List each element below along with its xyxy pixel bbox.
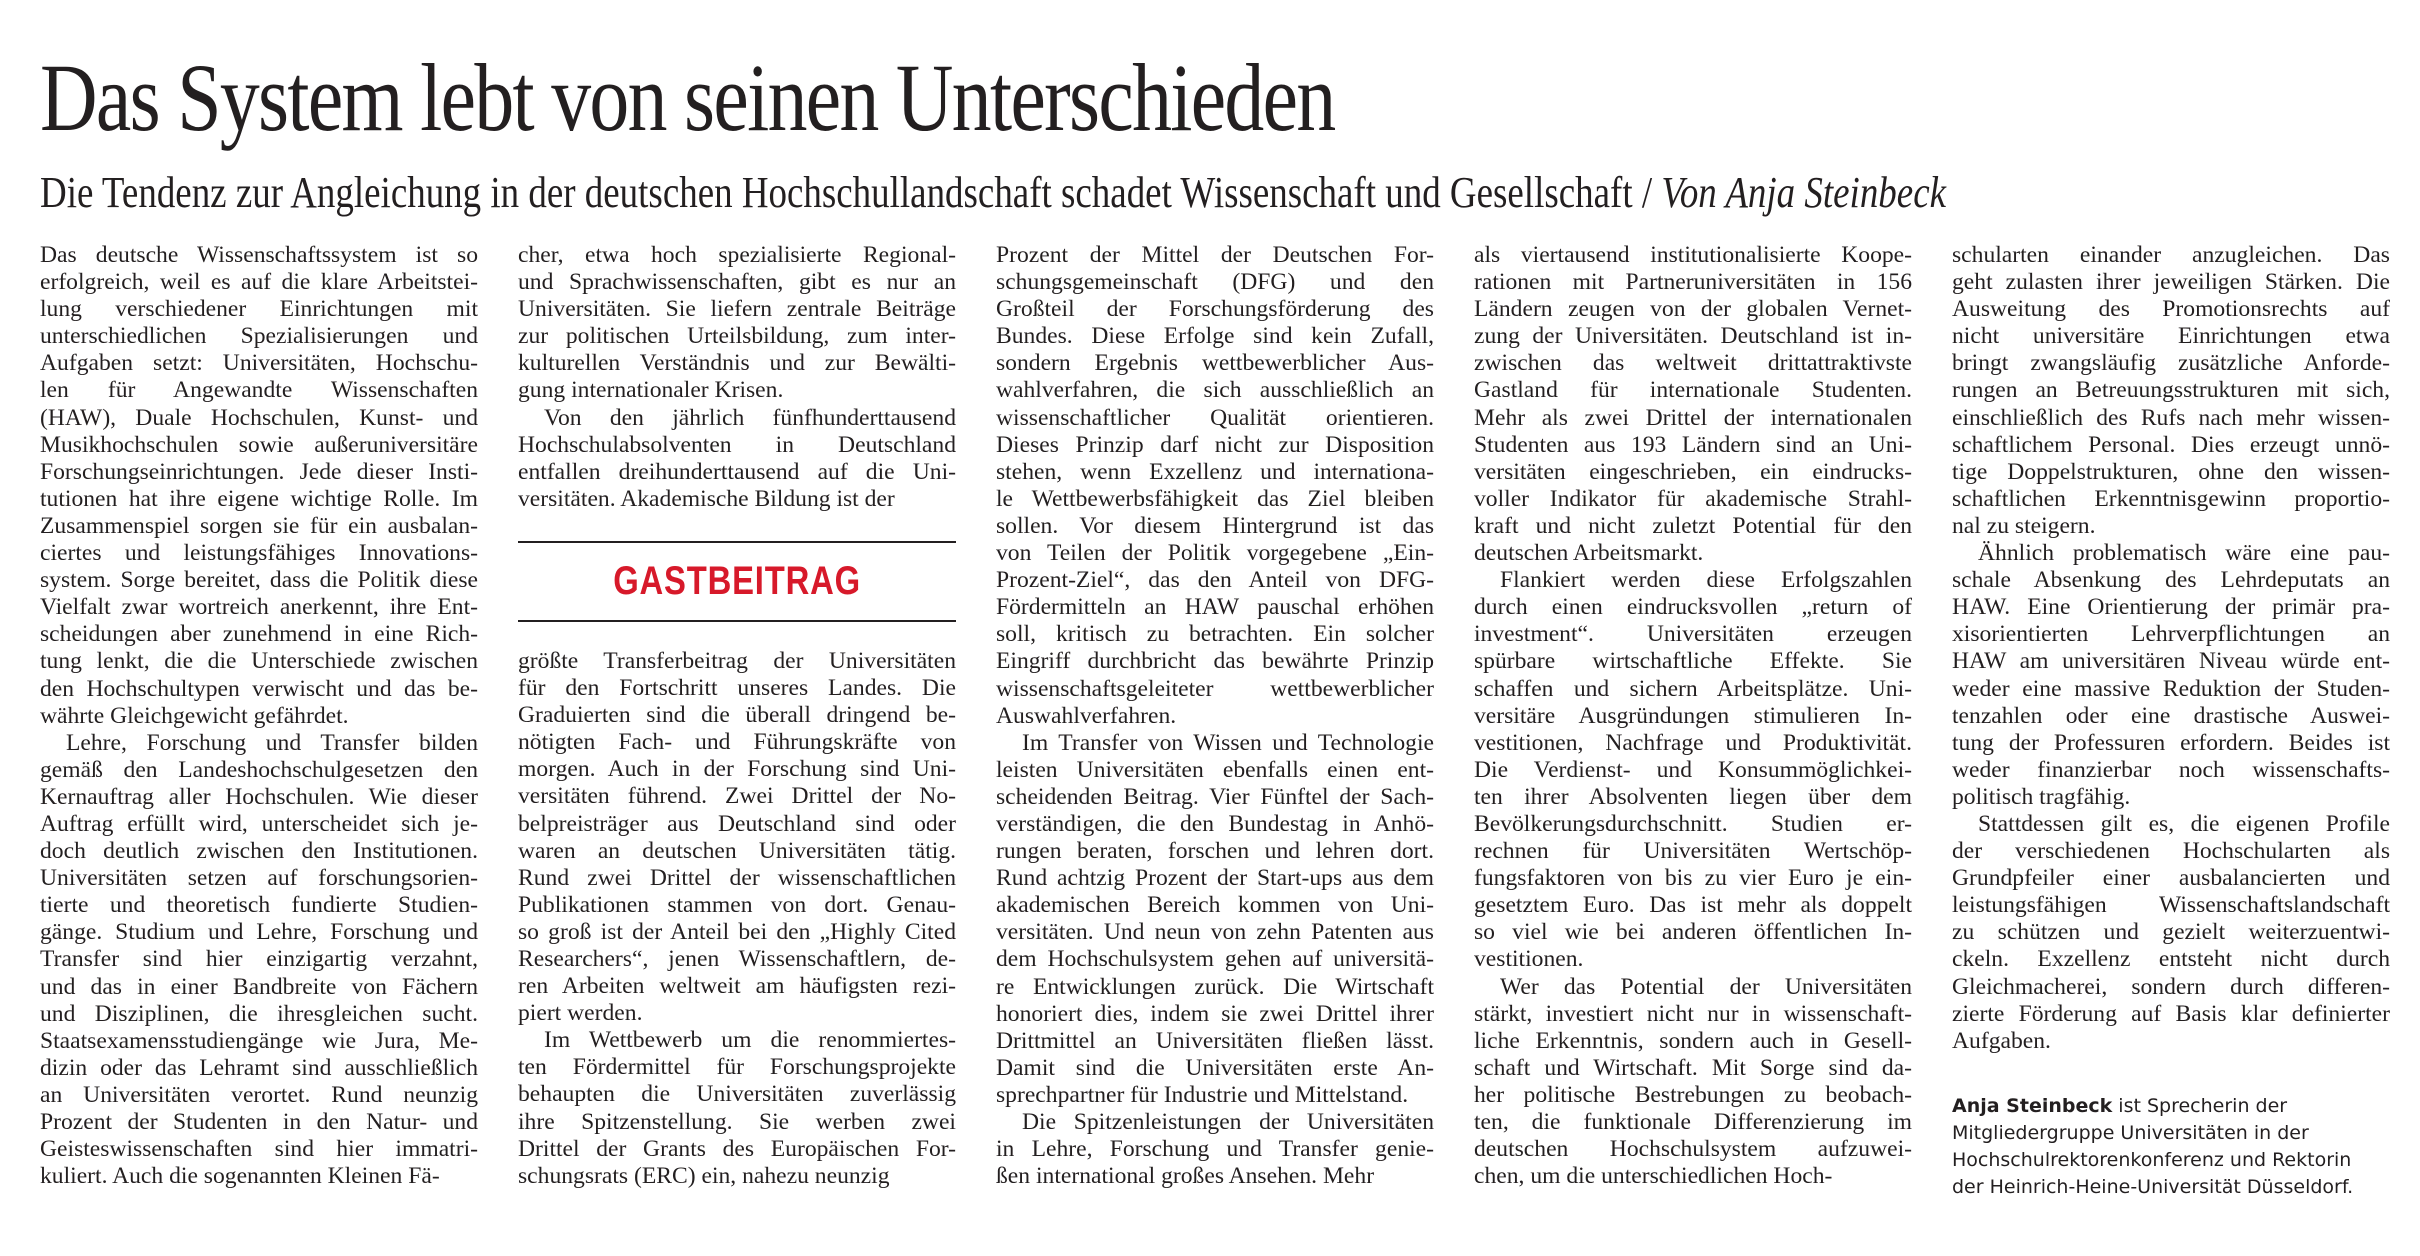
text-line: Im Wettbewerb um die renommiertes-	[544, 1027, 956, 1054]
headline: Das System lebt von seinen Unterschieden	[40, 44, 1335, 151]
byline: Von Anja Steinbeck	[1661, 168, 1946, 217]
text-line: nal zu steigern.	[1952, 512, 2096, 539]
text-line: Universitäten setzen auf forschungsorien-	[40, 865, 478, 892]
text-line: wissenschaftlicher Qualität orientieren.	[996, 404, 1434, 431]
subheadline	[40, 168, 1946, 218]
text-line: rationen mit Partneruniversitäten in 156	[1474, 269, 1912, 296]
article-paragraph	[40, 242, 478, 730]
article-paragraph	[518, 1027, 956, 1190]
text-line: akademischen Bereich kommen von Uni-	[996, 892, 1434, 919]
text-line: Publikationen stammen von dort. Genau-	[518, 891, 956, 918]
text-line: zu schützen und gezielt weiterzuentwi-	[1952, 919, 2390, 946]
text-line: Zusammenspiel sorgen sie für ein ausbalan-	[40, 512, 478, 539]
text-line: politisch tragfähig.	[1952, 783, 2131, 810]
text-line: Stattdessen gilt es, die eigenen Profile	[1978, 810, 2390, 837]
article-column-1	[40, 242, 478, 1190]
text-line: so groß ist der Anteil bei den „Highly Cited	[518, 918, 956, 945]
text-line: rungen beraten, forschen und lehren dort.	[996, 838, 1434, 865]
author-bio	[1952, 1093, 2390, 1201]
text-line: Transfer sind hier einzigartig verzahnt,	[40, 946, 478, 973]
text-line: versitäten. Akademische Bildung ist der	[518, 485, 895, 512]
text-line: (HAW), Duale Hochschulen, Kunst- und	[40, 404, 478, 431]
text-line: dem Hochschulsystem gehen auf universitä-	[996, 946, 1434, 973]
text-line: Fördermitteln an HAW pauschal erhöhen	[996, 594, 1434, 621]
text-line: Die Verdienst- und Konsummöglichkei-	[1474, 756, 1912, 783]
article-paragraph	[996, 730, 1434, 1109]
text-line: Damit sind die Universitäten erste An-	[996, 1054, 1434, 1081]
text-line: rungen an Betreuungsstrukturen mit sich,	[1952, 377, 2390, 404]
text-line: durch einen eindrucksvollen „return of	[1474, 594, 1912, 621]
text-line: waren an deutschen Universitäten tätig.	[518, 837, 956, 864]
text-line: Rund achtzig Prozent der Start-ups aus dem	[996, 865, 1434, 892]
article-column-5	[1952, 242, 2390, 1201]
text-line: leistungsfähigen Wissenschaftslandschaft	[1952, 892, 2390, 919]
text-line: liche Erkenntnis, sondern auch in Gesell-	[1474, 1027, 1912, 1054]
text-line: stehen, wenn Exzellenz und internationa-	[996, 458, 1434, 485]
text-line: Gastland für internationale Studenten.	[1474, 377, 1912, 404]
text-line: Hochschulabsolventen in Deutschland	[518, 431, 956, 458]
text-line: der verschiedenen Hochschularten als	[1952, 838, 2390, 865]
text-line: dizin oder das Lehramt sind ausschließlich	[40, 1054, 478, 1081]
article-column-2	[518, 242, 956, 1190]
text-line: schungsgemeinschaft (DFG) und den	[996, 269, 1434, 296]
article-paragraph	[1474, 567, 1912, 973]
text-line: Rund zwei Drittel der wissenschaftlichen	[518, 864, 956, 891]
text-line: versitäre Ausgründungen stimulieren In-	[1474, 702, 1912, 729]
text-line: behaupten die Universitäten zuverlässig	[518, 1081, 956, 1108]
text-line: und Disziplinen, die ihresgleichen sucht.	[40, 1000, 478, 1027]
text-line: stärkt, investiert nicht nur in wissenschaft-	[1474, 1000, 1912, 1027]
text-line: kraft und nicht zuletzt Potential für den	[1474, 512, 1912, 539]
text-line: als viertausend institutionalisierte Koope-	[1474, 242, 1912, 268]
text-line: tige Doppelstrukturen, ohne den wissen-	[1952, 458, 2390, 485]
text-line: zierte Förderung auf Basis klar definierter	[1952, 1000, 2390, 1027]
text-line: honoriert dies, indem sie zwei Drittel ihrer	[996, 1000, 1434, 1027]
text-line: den Hochschultypen verwischt und das be-	[40, 675, 478, 702]
text-line: ren Arbeiten weltweit am häufigsten rezi-	[518, 973, 956, 1000]
byline-separator: /	[1632, 168, 1662, 217]
text-line: cher, etwa hoch spezialisierte Regional-	[518, 242, 956, 268]
section-label-box	[518, 541, 956, 622]
text-line: weder eine massive Reduktion der Studen-	[1952, 675, 2390, 702]
text-line: tierte und theoretisch fundierte Studien-	[40, 892, 478, 919]
text-line: Ländern zeugen von der globalen Vernet-	[1474, 296, 1912, 323]
text-line: kuliert. Auch die sogenannten Kleinen Fä-	[40, 1163, 440, 1190]
author-bio-text: ist Sprecherin der	[2112, 1094, 2288, 1117]
section-label-gastbeitrag: GASTBEITRAG	[613, 558, 861, 603]
text-line: an Universitäten verortet. Rund neunzig	[40, 1081, 478, 1108]
text-line: system. Sorge bereitet, dass die Politik diese	[40, 567, 478, 594]
text-line: Graduierten sind die überall dringend be-	[518, 702, 956, 729]
text-line: re Entwicklungen zurück. Die Wirtschaft	[996, 973, 1434, 1000]
text-line: morgen. Auch in der Forschung sind Uni-	[518, 756, 956, 783]
text-line: voller Indikator für akademische Strahl-	[1474, 485, 1912, 512]
text-line: rechnen für Universitäten Wertschöp-	[1474, 838, 1912, 865]
text-line: versitäten eingeschrieben, ein eindrucks-	[1474, 458, 1912, 485]
text-line: ihre Spitzenstellung. Sie werben zwei	[518, 1108, 956, 1135]
text-line: Gleichmacherei, sondern durch differen-	[1952, 973, 2390, 1000]
text-line: ten Fördermittel für Forschungsprojekte	[518, 1054, 956, 1081]
text-line: währte Gleichgewicht gefährdet.	[40, 702, 349, 729]
text-line: Prozent der Studenten in den Natur- und	[40, 1109, 478, 1135]
text-line: schaftlichem Personal. Dies erzeugt unnö-	[1952, 431, 2390, 458]
text-line: vestitionen.	[1474, 946, 1584, 973]
text-line: unterschiedlichen Spezialisierungen und	[40, 323, 478, 350]
article-paragraph	[1952, 540, 2390, 811]
text-line: weder finanzierbar noch wissenschafts-	[1952, 756, 2390, 783]
article-paragraph	[518, 242, 956, 405]
text-line: Studenten aus 193 Ländern sind an Uni-	[1474, 431, 1912, 458]
text-line: gemäß den Landeshochschulgesetzen den	[40, 756, 478, 783]
text-line: xisorientierten Lehrverpflichtungen an	[1952, 621, 2390, 648]
text-line: leisten Universitäten ebenfalls einen ent-	[996, 756, 1434, 783]
text-line: schaft und Wirtschaft. Mit Sorge sind da-	[1474, 1054, 1912, 1081]
text-line: größte Transferbeitrag der Universitäten	[518, 647, 956, 674]
text-line: sollen. Vor diesem Hintergrund ist das	[996, 512, 1434, 539]
text-line: so viel wie bei anderen öffentlichen In-	[1474, 919, 1912, 946]
text-line: Staatsexamensstudiengänge wie Jura, Me-	[40, 1027, 478, 1054]
text-line: wissenschaftsgeleiteter wettbewerblicher	[996, 675, 1434, 702]
text-line: Von den jährlich fünfhunderttausend	[544, 404, 956, 431]
text-line: schungsrats (ERC) ein, nahezu neunzig	[518, 1162, 890, 1189]
text-line: von Teilen der Politik vorgegebene „Ein-	[996, 540, 1434, 567]
text-line: ciertes und leistungsfähiges Innovations-	[40, 540, 478, 567]
text-line: zur politischen Urteilsbildung, zum inter-	[518, 323, 956, 350]
text-line: zung der Universitäten. Deutschland ist in-	[1474, 323, 1912, 350]
text-line: len für Angewandte Wissenschaften	[40, 377, 478, 404]
text-line: HAW. Eine Orientierung der primär pra-	[1952, 594, 2390, 621]
column-2-text-bottom	[518, 648, 956, 1190]
text-line: bringt zwangsläufig zusätzliche Anforde-	[1952, 350, 2390, 377]
text-line: Bundes. Diese Erfolge sind kein Zufall,	[996, 323, 1434, 350]
text-line: le Wettbewerbsfähigkeit das Ziel bleiben	[996, 485, 1434, 512]
text-line: tutionen hat ihre eigene wichtige Rolle. Im	[40, 485, 478, 512]
text-line: verständigen, die den Bundestag in Anhö-	[996, 810, 1434, 837]
article-paragraph	[518, 405, 956, 513]
text-line: Auftrag erfüllt wird, unterscheidet sich je-	[40, 810, 478, 837]
text-line: ten, die funktionale Differenzierung im	[1474, 1109, 1912, 1135]
text-line: wahlverfahren, die sich ausschließlich an	[996, 377, 1434, 404]
text-line: Prozent-Ziel“, das den Anteil von DFG-	[996, 567, 1434, 594]
text-line: Eingriff durchbricht das bewährte Prinzip	[996, 648, 1434, 675]
text-line: her politische Bestrebungen zu beobach-	[1474, 1081, 1912, 1108]
text-line: investment“. Universitäten erzeugen	[1474, 621, 1912, 648]
column-5-text	[1952, 242, 2390, 1055]
text-line: Prozent der Mittel der Deutschen For-	[996, 242, 1434, 268]
text-line: ßen international großes Ansehen. Mehr	[996, 1163, 1375, 1190]
article-column-3	[996, 242, 1434, 1190]
text-line: belpreisträger aus Deutschland sind oder	[518, 810, 956, 837]
author-bio-line	[1952, 1093, 2390, 1120]
text-line: kulturellen Verständnis und zur Bewälti-	[518, 350, 956, 377]
text-line: zwischen das weltweit drittattraktivste	[1474, 350, 1912, 377]
text-line: Bevölkerungsdurchschnitt. Studien er-	[1474, 810, 1912, 837]
text-line: Musikhochschulen sowie außeruniversitäre	[40, 431, 478, 458]
article-paragraph	[1952, 811, 2390, 1055]
text-line: Die Spitzenleistungen der Universitäten	[1022, 1109, 1434, 1135]
text-line: scheidungen aber zunehmend in eine Rich-	[40, 621, 478, 648]
author-bio-name: Anja Steinbeck	[1952, 1094, 2113, 1117]
text-line: sondern Ergebnis wettbewerblicher Aus-	[996, 350, 1434, 377]
text-line: Forschungseinrichtungen. Jede dieser Insti-	[40, 458, 478, 485]
text-line: und Sprachwissenschaften, gibt es nur an	[518, 269, 956, 296]
text-line: Kernauftrag aller Hochschulen. Wie dieser	[40, 783, 478, 810]
text-line: Geisteswissenschaften sind hier immatri-	[40, 1136, 478, 1163]
text-line: tung lenkt, die die Unterschiede zwischen	[40, 648, 478, 675]
text-line: Dieses Prinzip darf nicht zur Disposition	[996, 431, 1434, 458]
text-line: fungsfaktoren von bis zu vier Euro je ein-	[1474, 865, 1912, 892]
text-line: Auswahlverfahren.	[996, 702, 1177, 729]
text-line: erfolgreich, weil es auf die klare Arbeitstei-	[40, 269, 478, 296]
text-line: vestitionen, Nachfrage und Produktivität.	[1474, 729, 1912, 756]
author-bio-line: Mitgliedergruppe Universitäten in der	[1952, 1121, 2309, 1144]
text-line: Wer das Potential der Universitäten	[1500, 973, 1912, 1000]
text-line: soll, kritisch zu betrachten. Ein solcher	[996, 621, 1434, 648]
text-line: ten ihrer Absolventen liegen über dem	[1474, 783, 1912, 810]
text-line: Vielfalt zwar wortreich anerkennt, ihre Ent-	[40, 594, 478, 621]
subheadline-text: Die Tendenz zur Angleichung in der deutschen Hochschullandschaft schadet Wissenschaft und Gesellschaft	[40, 168, 1633, 217]
text-line: Aufgaben.	[1952, 1027, 2051, 1054]
text-line: HAW am universitären Niveau würde ent-	[1952, 648, 2390, 675]
text-line: für den Fortschritt unseres Landes. Die	[518, 675, 956, 702]
text-line: chen, um die unterschiedlichen Hoch-	[1474, 1163, 1833, 1190]
text-line: lung verschiedener Einrichtungen mit	[40, 296, 478, 323]
text-line: Großteil der Forschungsförderung des	[996, 296, 1434, 323]
article-paragraph	[40, 730, 478, 1191]
article-paragraph	[996, 1109, 1434, 1190]
text-line: tenzahlen oder eine drastische Auswei-	[1952, 702, 2390, 729]
text-line: versitäten führend. Zwei Drittel der No-	[518, 783, 956, 810]
text-line: Drittel der Grants des Europäischen For-	[518, 1135, 956, 1162]
text-line: Das deutsche Wissenschaftssystem ist so	[40, 242, 478, 268]
article-paragraph	[1952, 242, 2390, 540]
text-line: spürbare wirtschaftliche Effekte. Sie	[1474, 648, 1912, 675]
text-line: ckeln. Exzellenz entsteht nicht durch	[1952, 946, 2390, 973]
article-column-4	[1474, 242, 1912, 1190]
text-line: Aufgaben setzt: Universitäten, Hochschu-	[40, 350, 478, 377]
text-line: piert werden.	[518, 1000, 643, 1027]
text-line: schale Absenkung des Lehrdeputats an	[1952, 567, 2390, 594]
text-line: versitäten. Und neun von zehn Patenten aus	[996, 919, 1434, 946]
author-bio-line: Hochschulrektorenkonferenz und Rektorin	[1952, 1148, 2352, 1171]
text-line: schularten einander anzugleichen. Das	[1952, 242, 2390, 268]
text-line: nötigten Fach- und Führungskräfte von	[518, 729, 956, 756]
article-paragraph	[1474, 974, 1912, 1191]
article-paragraph	[518, 648, 956, 1027]
text-line: gung internationaler Krisen.	[518, 377, 784, 404]
article-paragraph	[996, 242, 1434, 730]
text-line: Lehre, Forschung und Transfer bilden	[66, 729, 478, 756]
author-bio-line: der Heinrich-Heine-Universität Düsseldorf.	[1952, 1175, 2354, 1198]
text-line: tung der Professuren erfordern. Beides ist	[1952, 729, 2390, 756]
text-line: entfallen dreihunderttausend auf die Uni-	[518, 458, 956, 485]
text-line: einschließlich des Rufs nach mehr wissen-	[1952, 404, 2390, 431]
text-line: schaffen und sichern Arbeitsplätze. Uni-	[1474, 675, 1912, 702]
text-line: deutschen Arbeitsmarkt.	[1474, 540, 1704, 567]
text-line: doch deutlich zwischen den Institutionen.	[40, 838, 478, 865]
column-2-text-top	[518, 242, 956, 513]
text-line: gänge. Studium und Lehre, Forschung und	[40, 919, 478, 946]
text-line: geht zulasten ihrer jeweiligen Stärken. Die	[1952, 269, 2390, 296]
text-line: schaftlichen Erkenntnisgewinn proportio-	[1952, 485, 2390, 512]
text-line: deutschen Hochschulsystem aufzuwei-	[1474, 1136, 1912, 1163]
text-line: Flankiert werden diese Erfolgszahlen	[1500, 567, 1912, 594]
article-paragraph	[1474, 242, 1912, 567]
text-line: sprechpartner für Industrie und Mittelstand.	[996, 1081, 1409, 1108]
text-line: Ausweitung des Promotionsrechts auf	[1952, 296, 2390, 323]
text-line: in Lehre, Forschung und Transfer genie-	[996, 1136, 1434, 1163]
text-line: Researchers“, jenen Wissenschaftlern, de-	[518, 945, 956, 972]
text-line: Universitäten. Sie liefern zentrale Beiträge	[518, 296, 956, 323]
text-line: gesetztem Euro. Das ist mehr als doppelt	[1474, 892, 1912, 919]
text-line: Ähnlich problematisch wäre eine pau-	[1978, 540, 2390, 567]
text-line: und das in einer Bandbreite von Fächern	[40, 973, 478, 1000]
text-line: nicht universitäre Einrichtungen etwa	[1952, 323, 2390, 350]
text-line: scheidenden Beitrag. Vier Fünftel der Sach-	[996, 783, 1434, 810]
text-line: Im Transfer von Wissen und Technologie	[1022, 729, 1434, 756]
text-line: Drittmittel an Universitäten fließen lässt.	[996, 1027, 1434, 1054]
text-line: Grundpfeiler einer ausbalancierten und	[1952, 865, 2390, 892]
text-line: Mehr als zwei Drittel der internationalen	[1474, 404, 1912, 431]
